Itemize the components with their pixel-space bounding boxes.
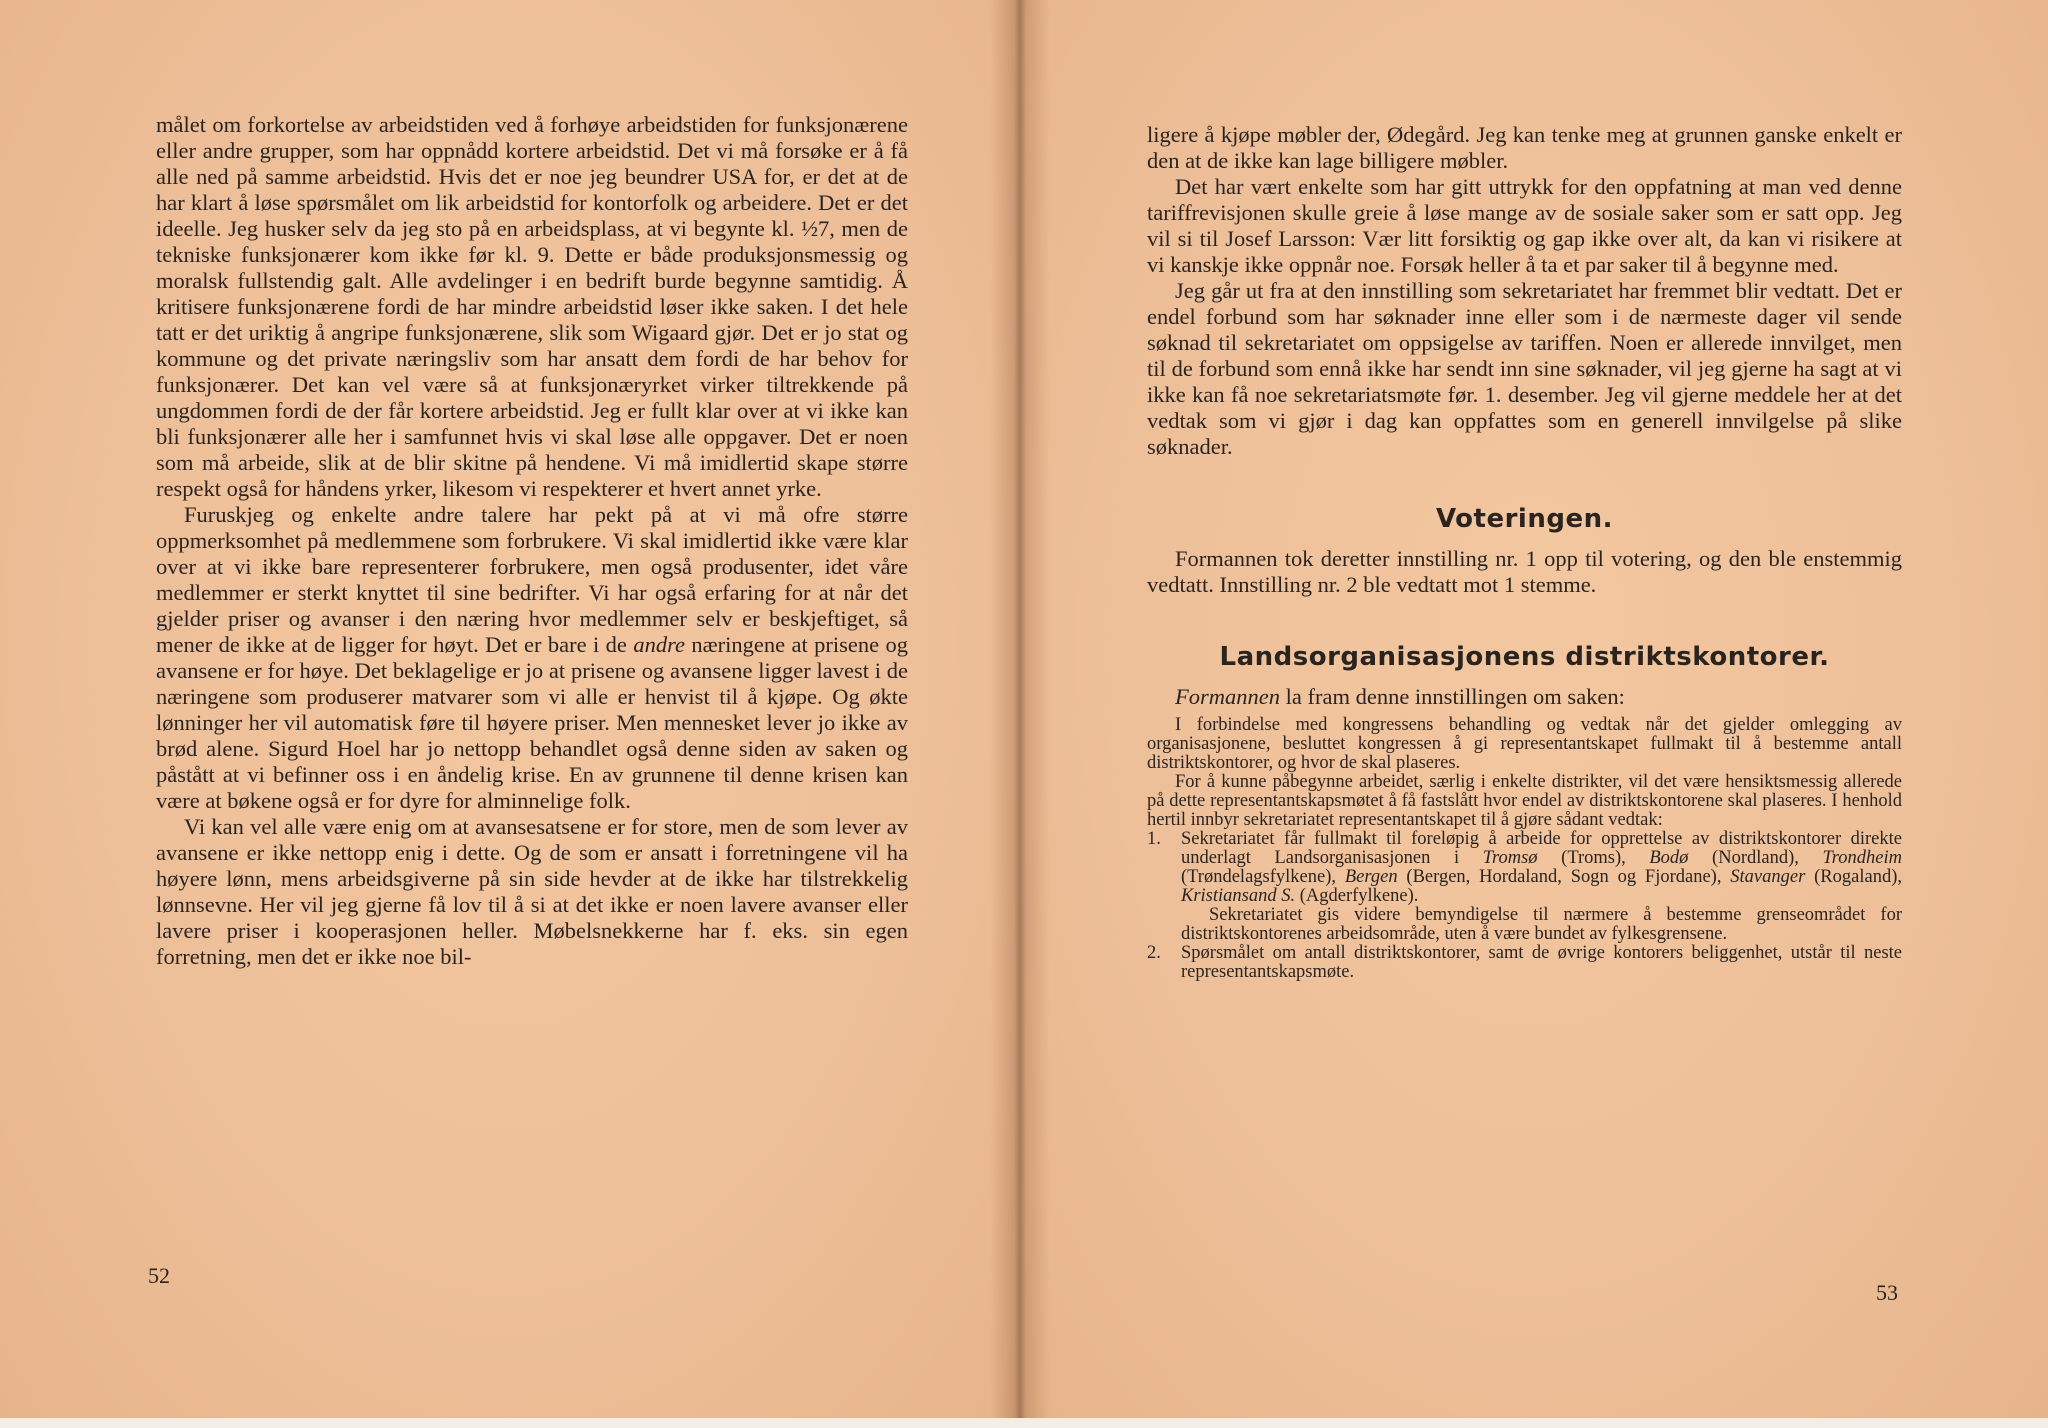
item1-part-e: (Bergen, Hordaland, Sogn og Fjordane),: [1397, 867, 1731, 887]
resolution-paragraph-1: I forbindelse med kongressens behandling og vedtak når det gjelder omlegging av organisasjonene, besluttet kongressen å gi representantskapet fullmakt til å bestemme antall distriktskontorer, og hvor de skal plaseres.: [1147, 715, 1902, 773]
right-page-number: 53: [1876, 1280, 1898, 1305]
item1-part-b: (Troms),: [1537, 848, 1650, 868]
item1-kristiansand: Kristiansand S.: [1181, 886, 1296, 906]
item1-bergen: Bergen: [1344, 867, 1398, 887]
resolution-block: [1147, 716, 1902, 982]
right-paragraph-1: ligere å kjøpe møbler der, Ødegård. Jeg kan tenke meg at grunnen ganske enkelt er den at de ikke kan lage billigere møbler.: [1147, 122, 1902, 173]
item1-part-d: (Trøndelagsfylkene),: [1181, 867, 1345, 887]
left-paragraph-2: [156, 502, 908, 814]
right-paragraph-4: Formannen tok deretter innstilling nr. 1 opp til votering, og den ble enstemmig vedtatt. Innstilling nr. 2 ble vedtatt mot 1 stemme.: [1147, 546, 1902, 597]
left-paragraph-3: Vi kan vel alle være enig om at avansesatsene er for store, men de som lever av avansene er ikke nettopp enig i dette. Og de som er ansatt i forretningene vil ha høyere lønn, mens arbeidsgiverne på sin side hevder at de ikke har tilstrekkelig lønnsevne. Her vil jeg gjerne få lov til å si at det ikke er noen lavere avanser eller lavere priser i kooperasjonen heller. Møbelsnekkerne har f. eks. sin egen forretning, men det er ikke noe bil-: [156, 814, 908, 969]
item1-part-a: Sekretariatet får fullmakt til foreløpig å arbeide for opprettelse av distriktskontorer direkte underlagt Landsorganisasjonen i: [1181, 829, 1902, 868]
resolution-item-2: [1147, 944, 1902, 982]
left-page-number: 52: [148, 1263, 170, 1288]
item1-stavanger: Stavanger: [1730, 867, 1806, 887]
item1-part-c: (Nordland),: [1688, 848, 1823, 868]
item1-bodo: Bodø: [1649, 848, 1689, 868]
resolution-item-1-number: 1.: [1147, 829, 1161, 849]
right-paragraph-5-rest: la fram denne innstillingen om saken:: [1280, 684, 1625, 709]
left-paragraph-2-end: næringene at prisene og avansene er for høye. Det beklagelige er jo at prisene og avansene ligger lavest i de næringene som produserer matvarer som vi alle er henvist til å kjøpe. Og økte lønninger her vil automatisk føre til høyere priser. Men mennesket lever jo ikke av brød alene. Sigurd Hoel har jo nettopp behandlet også denne siden av saken og påstått at vi befinner oss i en åndelig krise. En av grunnene til denne krisen kan være at bøkene også er for dyre for alminnelige folk.: [156, 632, 908, 813]
resolution-item-1: [1147, 830, 1902, 944]
item1-tromso: Tromsø: [1482, 848, 1538, 868]
left-paragraph-2-start: Furuskjeg og enkelte andre talere har pekt på at vi må ofre større oppmerksomhet på medlemmene som forbrukere. Vi skal imidlertid ikke være klar over at vi ikke bare representerer forbrukere, men også produsenter, idet våre medlemmer er sterkt knyttet til sine bedrifter. Vi har også erfaring for at når det gjelder priser og avanser i den næring hvor medlemmer selv er beskjeftiget, så mener de ikke at de ligger for høyt. Det er bare i de: [156, 502, 908, 657]
resolution-item-1-body: [1181, 830, 1902, 944]
right-paragraph-2: Det har vært enkelte som har gitt uttrykk for den oppfatning at man ved denne tariffrevisjonen skulle greie å løse mange av de sosiale saker som er satt opp. Jeg vil si til Josef Larsson: Vær litt forsiktig og gap ikke over alt, da kan vi risikere at vi kanskje ikke oppnår noe. Forsøk heller å ta et par saker til å begynne med.: [1147, 174, 1902, 277]
resolution-item-1-sub: Sekretariatet gis videre bemyndigelse til nærmere å bestemme grenseområdet for distriktskontorenes arbeidsområde, uten å være bundet av fylkesgrensene.: [1181, 905, 1902, 944]
formannen-italic: Formannen: [1175, 684, 1280, 709]
page-bottom-edge: [0, 1418, 2048, 1428]
left-page-text: [156, 112, 908, 970]
item1-part-g: (Agderfylkene).: [1295, 886, 1419, 906]
item1-part-f: (Rogaland),: [1805, 867, 1902, 887]
right-paragraph-5: [1147, 684, 1902, 710]
right-paragraph-3: Jeg går ut fra at den innstilling som sekretariatet har fremmet blir vedtatt. Det er endel forbund som har søknader inne eller som i de nærmeste dager vil sende søknad til sekretariatet om oppsigelse av tariffen. Noen er allerede innvilget, men til de forbund som ennå ikke har sendt inn sine søknader, vil jeg gjerne ha sagt at vi ikke kan få noe sekretariatsmøte før. 1. desember. Jeg vil gjerne meddele her at det vedtak som vi gjør i dag kan oppfattes som en generell innvilgelse på slike søknader.: [1147, 278, 1902, 459]
section-heading-voteringen: Voteringen.: [1435, 504, 1613, 534]
resolution-item-1-text: [1181, 830, 1902, 906]
section-heading-distriktskontorer: Landsorganisasjonens distriktskontorer.: [1219, 642, 1830, 672]
resolution-item-2-number: 2.: [1147, 943, 1161, 963]
resolution-item-2-body: Spørsmålet om antall distriktskontorer, samt de øvrige kontorers beliggenhet, utstår til neste representantskapsmøte.: [1181, 943, 1902, 982]
left-paragraph-1: målet om forkortelse av arbeidstiden ved å forhøye arbeidstiden for funksjonærene eller andre grupper, som har oppnådd kortere arbeidstid. Det vi må forsøke er å få alle ned på samme arbeidstid. Hvis det er noe jeg beundrer USA for, er det at de har klart å løse spørsmålet om lik arbeidstid for kontorfolk og arbeidere. Det er det ideelle. Jeg husker selv da jeg sto på en arbeidsplass, at vi begynte kl. ½7, men de tekniske funksjonærer kom ikke før kl. 9. Dette er både produksjonsmessig og moralsk fullstendig galt. Alle avdelinger i en bedrift burde begynne samtidig. Å kritisere funksjonærene fordi de har mindre arbeidstid løser ikke saken. I det hele tatt er det uriktig å angripe funksjonærene, slik som Wigaard gjør. Det er jo stat og kommune og det private næringsliv som har ansatt dem fordi de har behov for funksjonærer. Det kan vel være så at funksjonæryrket virker tiltrekkende på ungdommen fordi de der får kortere arbeidstid. Jeg er fullt klar over at vi ikke kan bli funksjonærer alle her i samfunnet hvis vi skal løse alle oppgaver. Det er noen som må arbeide, slik at de blir skitne på hendene. Vi må imidlertid skape større respekt også for håndens yrker, likesom vi respekterer et hvert annet yrke.: [156, 112, 908, 501]
left-paragraph-2-italic: andre: [633, 632, 685, 657]
resolution-paragraph-2: For å kunne påbegynne arbeidet, særlig i enkelte distrikter, vil det være hensiktsmessig allerede på dette representantskapsmøtet å få fastslått hvor endel av distriktskontorene skal plaseres. I henhold hertil innbyr sekretariatet representantskapet til å gjøre sådant vedtak:: [1147, 772, 1902, 830]
left-page: [0, 0, 1016, 1428]
right-page-text: [1147, 122, 1902, 982]
right-page: [1016, 0, 2048, 1428]
item1-trondheim: Trondheim: [1822, 848, 1902, 868]
